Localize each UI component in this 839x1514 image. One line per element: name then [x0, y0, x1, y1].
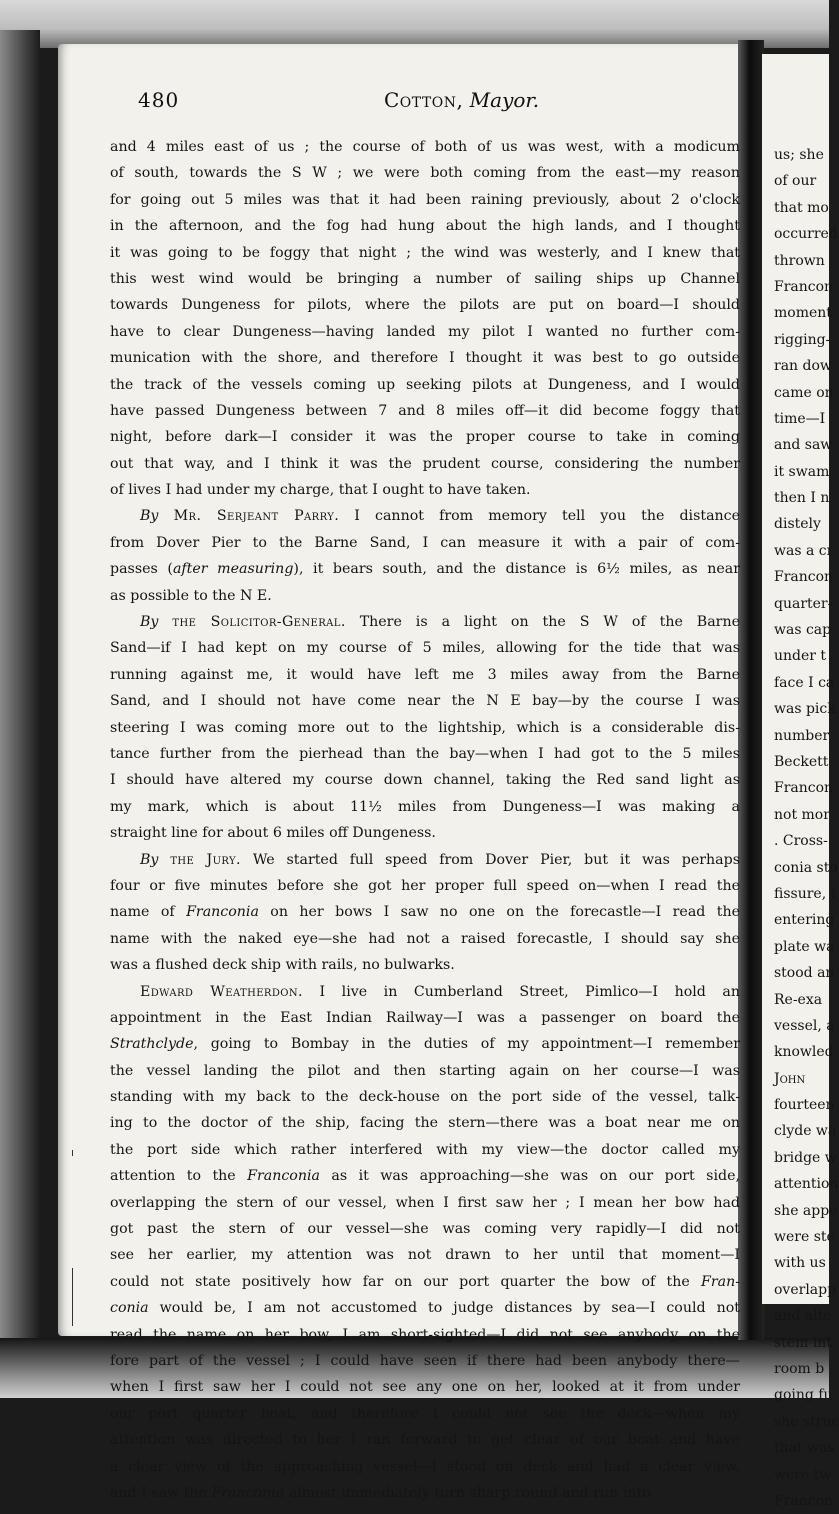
- speaker-name: the Jury.: [170, 851, 241, 868]
- right-page-line: . Cross-: [774, 833, 828, 850]
- text-line: could not state positively how far on our port quarter the bow of the Fran-: [110, 1273, 740, 1290]
- text-line: the vessel landing the pilot and then starting again on her course—I was: [110, 1062, 740, 1079]
- right-page-line: Francon: [774, 278, 834, 295]
- text-line: I should have altered my course down channel, taking the Red sand light as: [110, 772, 740, 789]
- right-page-line: it swam: [774, 463, 830, 480]
- text-line: this west wind would be bringing a number of sailing ships up Channel: [110, 270, 740, 287]
- text-line: appointment in the East Indian Railway—I was a passenger on board the: [110, 1009, 740, 1026]
- line-text: There is a light on the S W of the Barne: [359, 614, 741, 631]
- text-line: of lives I had under my charge, that I ought to have taken.: [110, 482, 531, 499]
- right-page-line: and saw: [774, 437, 833, 454]
- text-line: and 4 miles east of us ; the course of both of us was west, with a modicum: [110, 139, 740, 155]
- margin-mark: [72, 1268, 73, 1326]
- right-page-line: Francon: [774, 569, 834, 586]
- right-page-line: rigging-: [774, 331, 831, 348]
- right-page-line: she appe: [774, 1202, 838, 1219]
- italic-text: Franconia: [247, 1168, 320, 1185]
- examiner-prefix: By: [140, 508, 159, 525]
- right-page-line: quarter-: [774, 595, 833, 612]
- paragraph-lead-line: [110, 503, 740, 529]
- title-role: Mayor.: [469, 88, 540, 112]
- right-page-line: vessel, a: [774, 1017, 835, 1034]
- right-page-text: [762, 142, 839, 1514]
- italic-text: Strathclyde: [110, 1036, 194, 1053]
- text-line: our port quarter boat, and therefore I could not see the deck—when my: [110, 1405, 740, 1422]
- right-page-line: us; she: [774, 147, 824, 163]
- right-page-line: were tw: [774, 1466, 832, 1483]
- text-line: Strathclyde, going to Bombay in the duties of my appointment—I remember: [110, 1036, 740, 1053]
- right-page-line: distely: [774, 516, 821, 533]
- line-text: I live in Cumberland Street, Pimlico—I hold an: [319, 983, 741, 1000]
- paragraph-lead-line: [110, 847, 740, 873]
- body-text: [110, 134, 740, 1506]
- right-page-line: going fu: [774, 1387, 833, 1404]
- text-line: got past the stern of our vessel—she was coming very rapidly—I did not: [110, 1221, 740, 1238]
- text-line: have to clear Dungeness—having landed my pilot I wanted no further com-: [110, 323, 740, 340]
- right-page-line: came on: [774, 384, 834, 401]
- text-line: Sand, and I should not have come near the N E bay—by the course I was: [110, 693, 740, 710]
- text-line: running against me, it would have left me 3 miles away from the Barne: [110, 666, 740, 683]
- running-head: [138, 88, 738, 118]
- right-page-line: Re-exa: [774, 991, 823, 1008]
- scanner-left-edge: [0, 30, 40, 1360]
- right-page-line: were ste: [774, 1229, 835, 1246]
- right-page-line: time—I: [774, 410, 826, 427]
- text-line: and I saw the Franconia almost immediately turn sharp round and run into: [110, 1484, 651, 1501]
- speaker-name: Mr. Serjeant Parry.: [173, 508, 340, 525]
- text-line: standing with my back to the deck-house on the port side of the vessel, talk-: [110, 1089, 740, 1106]
- page-title: [384, 88, 539, 112]
- right-page-line: clyde wa: [774, 1123, 837, 1140]
- text-line: passes (after measuring), it bears south, and the distance is 6½ miles, as near: [110, 561, 740, 578]
- text-line: munication with the shore, and therefore I thought it was best to go outside: [110, 350, 740, 367]
- right-page-line: Beckett: [774, 753, 829, 770]
- right-page-line: that mo: [774, 199, 829, 216]
- line-text: I cannot from memory tell you the distance: [354, 508, 741, 525]
- text-line: a clear view of the approaching vessel—I stood on deck and had a clear view,: [110, 1458, 740, 1475]
- scanner-top-edge: [0, 0, 829, 48]
- text-line: have passed Dungeness between 7 and 8 miles off—it did become foggy that: [110, 402, 740, 419]
- right-page-line: ran dow: [774, 358, 832, 375]
- line-text: We started full speed from Dover Pier, but it was perhaps: [252, 851, 741, 868]
- text-line: when I first saw her I could not see any one on her, looked at it from under: [110, 1379, 740, 1396]
- examiner-prefix: By: [140, 851, 159, 868]
- right-page-line: under t: [774, 648, 827, 665]
- right-page-line: stood an: [774, 965, 835, 982]
- right-page-line: and alte: [774, 1308, 832, 1325]
- right-page-line: conia sto: [774, 859, 838, 876]
- right-page-line: moment: [774, 305, 832, 322]
- text-line: out that way, and I think it was the prudent course, considering the number: [110, 455, 740, 472]
- right-page-line: John: [774, 1070, 806, 1087]
- right-page-line: stem int: [774, 1334, 832, 1351]
- right-page-line: bridge w: [774, 1149, 837, 1166]
- right-page-line: number: [774, 727, 830, 744]
- speaker-name: Edward Weatherdon.: [140, 983, 303, 1000]
- title-name: Cotton,: [384, 88, 464, 112]
- text-line: straight line for about 6 miles off Dungeness.: [110, 825, 436, 842]
- right-page-line: with us: [774, 1255, 826, 1272]
- text-line: it was going to be foggy that night ; the wind was westerly, and I knew that: [110, 244, 740, 261]
- right-page: [762, 54, 839, 1509]
- right-page-line: attention: [774, 1176, 839, 1193]
- right-page-line: fissure, I: [774, 885, 837, 902]
- text-line: as possible to the N E.: [110, 587, 272, 604]
- right-page-line: overlapp: [774, 1281, 837, 1298]
- text-line: my mark, which is about 11½ miles from Dungeness—I was making a: [110, 798, 740, 815]
- text-line: Sand—if I had kept on my course of 5 miles, allowing for the tide that was: [110, 640, 740, 657]
- right-page-line: plate wa: [774, 938, 835, 955]
- text-line: ing to the doctor of the ship, facing the stern—there was a boat near me on: [110, 1115, 740, 1132]
- right-page-line: not mor: [774, 806, 830, 823]
- right-page-line: entering: [774, 912, 835, 929]
- right-page-line: face I ca: [774, 674, 835, 691]
- text-line: read the name on her bow, I am short-sighted—I did not see anybody on the: [110, 1326, 740, 1343]
- text-line: see her earlier, my attention was not drawn to her until that moment—I: [110, 1247, 740, 1264]
- text-line: name with the naked eye—she had not a raised forecastle, I should say she: [110, 930, 740, 947]
- text-line: conia would be, I am not accustomed to judge distances by sea—I could not: [110, 1300, 740, 1317]
- italic-text: Franconia: [186, 904, 259, 921]
- page-number: 480: [138, 88, 180, 112]
- right-page-line: Francon: [774, 780, 834, 797]
- italic-text: Fran-: [700, 1273, 740, 1290]
- text-line: attention was directed to her I ran forward to get clear of our boat and have: [110, 1432, 740, 1449]
- right-page-line: was a cr: [774, 542, 834, 559]
- paragraph-lead-line: [110, 609, 740, 635]
- text-line: towards Dungeness for pilots, where the pilots are put on board—I should: [110, 297, 740, 314]
- italic-text: Franconia: [211, 1484, 285, 1501]
- right-page-line: Francon: [774, 1492, 834, 1509]
- right-page-line: that was: [774, 1440, 835, 1457]
- text-line: overlapping the stern of our vessel, when I first saw her ; I mean her bow had: [110, 1194, 740, 1211]
- speaker-name: the Solicitor-General.: [172, 614, 346, 631]
- text-line: the track of the vessels coming up seeking pilots at Dungeness, and I would: [110, 376, 740, 393]
- text-line: for going out 5 miles was that it had been raining previously, about 2 o'clock: [110, 191, 740, 208]
- right-page-line: thrown: [774, 252, 825, 269]
- book-gutter: [738, 40, 764, 1340]
- italic-text: conia: [110, 1300, 149, 1317]
- right-page-line: room b: [774, 1360, 825, 1377]
- text-line: attention to the Franconia as it was approaching—she was on our port side,: [110, 1168, 740, 1185]
- right-page-line: she struc: [774, 1413, 839, 1430]
- margin-mark: [72, 1150, 73, 1156]
- text-line: four or five minutes before she got her proper full speed on—when I read the: [110, 877, 740, 894]
- right-page-line: of our: [774, 173, 817, 190]
- examiner-prefix: By: [140, 614, 159, 631]
- right-page-line: knowled: [774, 1044, 834, 1061]
- right-page-line: then I n: [774, 490, 830, 507]
- text-line: night, before dark—I consider it was the proper course to take in coming: [110, 429, 740, 446]
- text-line: tance further from the pierhead than the bay—when I had got to the 5 miles: [110, 745, 740, 762]
- right-page-line: fourteen: [774, 1097, 835, 1114]
- text-line: was a flushed deck ship with rails, no bulwarks.: [110, 957, 455, 974]
- right-page-line: was cap: [774, 622, 832, 639]
- right-page-line: occurred: [774, 226, 838, 243]
- text-line: steering I was coming more out to the lightship, which is a considerable dis-: [110, 719, 740, 736]
- text-line: fore part of the vessel ; I could have seen if there had been anybody there—: [110, 1352, 740, 1369]
- text-line: in the afternoon, and the fog had hung about the high lands, and I thought: [110, 218, 740, 235]
- text-line: name of Franconia on her bows I saw no one on the forecastle—I read the: [110, 904, 740, 921]
- paragraph-lead-line: [110, 979, 740, 1005]
- text-line: from Dover Pier to the Barne Sand, I can measure it with a pair of com-: [110, 534, 740, 551]
- text-line: of south, towards the S W ; we were both coming from the east—my reason: [110, 165, 740, 182]
- right-page-line: was pick: [774, 701, 836, 718]
- text-line: the port side which rather interfered with my view—the doctor called my: [110, 1141, 740, 1158]
- italic-text: after measuring: [172, 561, 294, 578]
